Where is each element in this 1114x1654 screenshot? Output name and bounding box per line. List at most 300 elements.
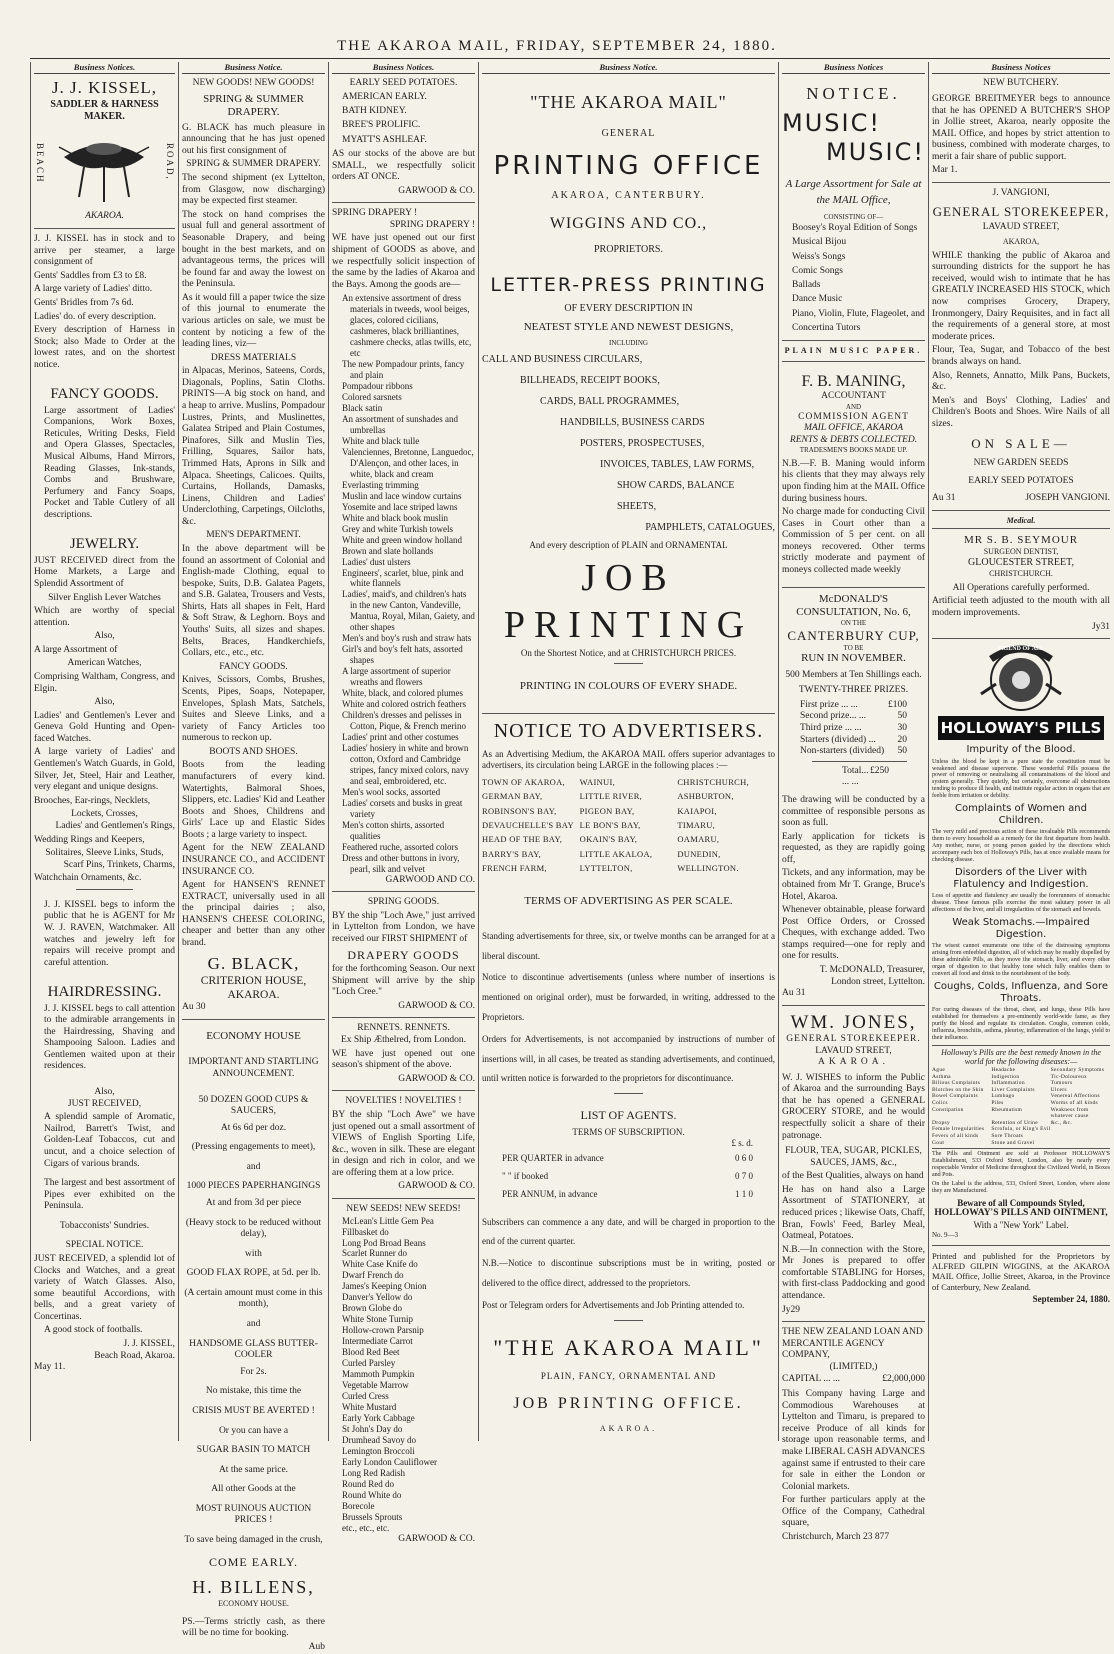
label-paragraph: On the Label is the address, 533, Oxford Street, London, where alone they are Manufactured. bbox=[932, 1180, 1110, 1194]
limited-label: (LIMITED,) bbox=[829, 1361, 878, 1372]
complaints-paragraph: The very mild and precious action of these invaluable Pills recommends them to every household as a remedy for the first departure from health. Any mother, nurse, or young person guided by the directions which accompany each box of Holloway's Pills, has at once available means for checking disease. bbox=[932, 829, 1110, 863]
mens-heading: MEN'S DEPARTMENT. bbox=[206, 530, 301, 541]
goods-list-item: White, black, and colored plumes bbox=[342, 688, 463, 699]
place-cell: LITTLE RIVER, bbox=[579, 791, 643, 802]
jewelry-paragraph: Watchchain Ornaments, &c. bbox=[34, 873, 142, 884]
billens-name: H. BILLENS, bbox=[192, 1577, 315, 1598]
impurity-paragraph: Unless the blood be kept in a pure state the constitution must be weakened and disease supervene. These wonderful Pills possess the power of removing or neutralising all contaminations of the blood and system generally. They quietly, but certainly, overcome all obstructions tending to produce ill health, and institute regular action in organs that are feeble from irritation or debility. bbox=[932, 758, 1110, 800]
fancy-goods-body: Large assortment of Ladies' Companions, Work Boxes, Reticules, Writing Desks, Field and Opera Glasses, Spectacles, Musical Albums, Hand Mirrors, Reading Glasses, Ink-stands, Combs and Brushware, Perfumery and Fancy Soaps, Pocket and Table Cutlery of all descriptions. bbox=[44, 405, 175, 520]
early-paragraph: Early application for tickets is requested, as they are rapidly going off, bbox=[782, 831, 925, 865]
holloway-ointment: HOLLOWAY'S PILLS AND OINTMENT, bbox=[934, 1208, 1108, 1219]
heavy-line: (Heavy stock to be reduced without delay), bbox=[185, 1217, 322, 1240]
potato-list bbox=[332, 90, 475, 147]
goods-list-item: Men's wool socks, assorted bbox=[342, 786, 441, 797]
music-list-item: Weiss's Songs bbox=[792, 251, 846, 262]
seed-list-item: St John's Day do bbox=[342, 1423, 403, 1434]
job-printing-title: JOB PRINTING bbox=[503, 557, 754, 646]
agent-paragraph: J. J. KISSEL begs to inform the public that he is AGENT for Mr W. J. RAVEN, Watchmaker. All watches and jewelry left for repairs will receive prompt and careful attention. bbox=[44, 899, 175, 968]
discontinue-paragraph: Notice to discontinue advertisements (unless where number of insertions is mentioned on original order), must be forwarded, in writing, addressed to the Proprietors. bbox=[482, 972, 775, 1022]
disease-cell: Female Irregularities bbox=[932, 1126, 985, 1133]
flour-line: FLOUR, TEA, SUGAR, PICKLES, SAUCES, JAMS, &c., bbox=[785, 1146, 922, 1168]
prize-total-row bbox=[812, 761, 907, 789]
column-divider bbox=[178, 62, 179, 1441]
goods-list-item: Ladies' hosiery in white and brown cotton, Oxford and Cambridge stripes, fancy mixed colors, navy and seal, embroidered, etc. bbox=[342, 743, 469, 786]
divider bbox=[932, 1245, 1110, 1246]
seed-list-item: White Case Knife do bbox=[342, 1259, 418, 1270]
stabling-paragraph: N.B.—In connection with the Store, Mr Jones is prepared to offer comfortable STABLING for Horses, with first-class Paddocking and good attendance. bbox=[782, 1244, 925, 1302]
and-line: and bbox=[246, 1161, 261, 1172]
general-storekeeper: GENERAL STOREKEEPER. bbox=[786, 1033, 921, 1044]
goods-list-item: Yosemite and lace striped lawns bbox=[342, 501, 458, 512]
economy-house-title: ECONOMY HOUSE bbox=[206, 1029, 301, 1042]
jewelry-paragraph: Lockets, Crosses, bbox=[71, 809, 138, 820]
column-divider bbox=[928, 62, 929, 1441]
jewelry-paragraph: Ladies' and Gentlemen's Lever and Geneva Gold Hunting and Open-faced Watches. bbox=[34, 710, 175, 744]
column-header: Business Notices bbox=[932, 62, 1110, 74]
goods-list-item: White and black book muslin bbox=[342, 512, 448, 523]
divider bbox=[482, 713, 775, 714]
spring-paragraph: WE have just opened out our first shipment of GOODS as above, and we respectfully solicit inspection of the same by the ladies of Akaroa and the Bays. Among the goods are— bbox=[332, 233, 475, 290]
divider bbox=[332, 1090, 475, 1091]
lsd-header: £ s. d. bbox=[731, 1137, 753, 1148]
jewelry-paragraph: Wedding Rings and Keepers, bbox=[34, 834, 145, 845]
crisis-line: CRISIS MUST BE AVERTED ! bbox=[192, 1405, 315, 1416]
also-label: Also, bbox=[94, 631, 115, 642]
place-cell: LITTLE AKALOA, bbox=[579, 848, 653, 859]
seed-list-item: Drumhead Savoy do bbox=[342, 1434, 416, 1445]
every-desc-line: And every description of PLAIN and ORNAMENTAL bbox=[529, 540, 728, 551]
early-potatoes: EARLY SEED POTATOES bbox=[968, 475, 1074, 486]
seed-list-item: Hollow-crown Parsnip bbox=[342, 1325, 424, 1336]
cups-line: 50 DOZEN GOOD CUPS & SAUCERS, bbox=[198, 1094, 309, 1117]
music-title: MUSIC! bbox=[782, 109, 881, 138]
divider bbox=[614, 1093, 643, 1094]
spring-drapery-heading: SPRING & SUMMER DRAPERY. bbox=[203, 92, 304, 119]
date-line: Au 31 bbox=[782, 988, 806, 999]
hairdressing-title: HAIRDRESSING. bbox=[47, 984, 162, 1001]
divider bbox=[932, 528, 1110, 529]
place-cell: DEVAUCHELLE'S BAY bbox=[482, 819, 574, 830]
black-paragraph: Boots from the leading manufacturers of every kind. Watertights, Balmoral Shoes, Slippers, etc. Ladies' Kid and Leather Boots and Shoes, Childrens and Girls' Lace up and Elastic Sides Boots ; a large variety to inspect. bbox=[182, 760, 325, 840]
ex-ship: Ex Ship Æthelred, from London. bbox=[340, 1035, 467, 1046]
vangioni-name: J. VANGIONI, bbox=[992, 187, 1050, 198]
goods-list-item: Dress and other buttons in ivory, pearl, silk and velvet bbox=[342, 852, 460, 874]
jewelry-paragraph: Scarf Pins, Trinkets, Charms, bbox=[63, 859, 175, 870]
disease-cell: &c., &c. bbox=[1050, 1119, 1072, 1126]
signature: J. J. KISSEL, bbox=[123, 1339, 175, 1350]
disease-cell: Ague bbox=[932, 1067, 946, 1074]
garden-seeds: NEW GARDEN SEEDS bbox=[973, 458, 1069, 469]
black-paragraph: The stock on hand comprises the usual full and general assortment of Seasonable Drapery, and being bought in the best markets, and on advantageous terms, the prices will be found far and away the lowest on the Peninsula. bbox=[182, 209, 325, 290]
tradesmen-books: TRADESMEN'S BOOKS MADE UP. bbox=[799, 446, 908, 455]
paper-price: At and from 3d per piece bbox=[205, 1198, 302, 1209]
spring-goods-heading: SPRING GOODS. bbox=[367, 897, 440, 908]
potato-paragraph: AS our stocks of the above are but SMALL, we respectfully solicit orders AT ONCE. bbox=[332, 148, 475, 183]
printing-item: HANDBILLS, BUSINESS CARDS bbox=[560, 417, 705, 429]
akaroa-label: AKAROA, bbox=[1002, 237, 1040, 246]
prize-label: Third prize ... ... bbox=[800, 723, 862, 734]
music-list bbox=[782, 221, 925, 335]
subscription-value: 0 6 0 bbox=[735, 1152, 753, 1163]
whenever-paragraph: Whenever obtainable, please forward Post Office Orders, or Crossed Cheques, with exchange added. Two stamps required—one for reply and one for results. bbox=[782, 905, 925, 962]
accountant-label: ACCOUNTANT bbox=[821, 391, 886, 402]
new-goods-heading: NEW GOODS! NEW GOODS! bbox=[192, 78, 315, 89]
disease-cell: Inflammation bbox=[991, 1080, 1025, 1087]
ship-paragraph: BY the ship "Loch Awe," just arrived in Lyttelton from London, we have received our FIRST SHIPMENT of bbox=[332, 910, 475, 944]
disorders-paragraph: Loss of appetite and flatulency are usually the forerunners of stomachic disease. These famous pills exercise the most salutary power in all affections of the liver, and all irregularities of the stomach and bowels. bbox=[932, 893, 1110, 913]
rents-debts: RENTS & DEBTS COLLECTED. bbox=[789, 434, 918, 445]
plain-fancy-line: PLAIN, FANCY, ORNAMENTAL AND bbox=[540, 1371, 717, 1382]
akaroa-footer: AKAROA. bbox=[599, 1423, 658, 1433]
goods-list-item: An extensive assortment of dress materials in tweeds, wool beiges, glaces, colored cicilians, cashmeres, black brilliantines, cashmere checks, atlas twills, etc, etc bbox=[342, 293, 472, 359]
printing-item: CALL AND BUSINESS CIRCULARS, bbox=[482, 354, 643, 366]
black-paragraph: As it would fill a paper twice the size of this journal to enumerate the various articles on sale, we must be content by noticing a few of the leading lines, viz— bbox=[182, 292, 325, 350]
divider bbox=[932, 510, 1110, 511]
place-cell: ROBINSON'S BAY, bbox=[482, 805, 557, 816]
prize-label: First prize ... ... bbox=[800, 699, 858, 710]
place-cell: ASHBURTON, bbox=[677, 791, 734, 802]
column-header: Business Notices. bbox=[332, 62, 475, 74]
seed-list-item: Blood Red Beet bbox=[342, 1347, 400, 1358]
footballs-line: A good stock of footballs. bbox=[44, 1325, 143, 1336]
seymour-name: MR S. B. SEYMOUR bbox=[963, 533, 1079, 546]
place-cell: GERMAN BAY, bbox=[482, 791, 543, 802]
garwood-sign: GARWOOD & CO. bbox=[398, 185, 475, 196]
treasurer-sign: T. McDONALD, Treasurer, bbox=[819, 965, 925, 976]
seed-list-item: Round Red do bbox=[342, 1478, 395, 1489]
printing-items bbox=[482, 349, 775, 538]
maning-charges: No charge made for conducting Civil Cases in Court other than a Commission of 5 per cent. on all moneys recovered. Other terms strictly moderate and payment of moneys collected made weekly bbox=[782, 507, 925, 575]
goods-list-item: Engineers', scarlet, blue, pink and white flannels bbox=[342, 567, 464, 589]
jewelry-paragraph: Silver English Lever Watches bbox=[48, 592, 161, 603]
printed-paragraph: Printed and published for the Proprietors by ALFRED GILPIN WIGGINS, at the AKAROA MAIL Office, Jollie Street, Akaroa, in the Province of Canterbury, New Zealand. bbox=[932, 1250, 1110, 1292]
subscription-value: 0 7 0 bbox=[735, 1170, 753, 1181]
divider bbox=[614, 663, 643, 664]
column-header: Business Notices bbox=[782, 62, 925, 74]
disease-cell: Tic-Doloureux bbox=[1050, 1073, 1088, 1080]
boots-heading: BOOTS AND SHOES. bbox=[209, 746, 298, 757]
music-list-item: Boosey's Royal Edition of Songs bbox=[792, 223, 918, 234]
place-cell: KAIAPOI, bbox=[677, 805, 717, 816]
plain-music-paper: PLAIN MUSIC PAPER. bbox=[784, 346, 923, 356]
places-table bbox=[482, 777, 775, 874]
road-label: ROAD, bbox=[165, 143, 175, 182]
prize-row bbox=[800, 711, 907, 723]
music-list-item: Ballads bbox=[792, 280, 821, 291]
garwood-sign: GARWOOD & CO. bbox=[398, 1181, 475, 1192]
disease-cell bbox=[1051, 1140, 1110, 1147]
place-cell: OAMARU, bbox=[677, 834, 720, 845]
prize-row bbox=[800, 746, 907, 758]
medical-header: Medical. bbox=[1006, 516, 1036, 526]
printing-item: PAMPHLETS, CATALOGUES, bbox=[645, 522, 775, 534]
prize-total-label: Total... ... ... bbox=[842, 765, 869, 788]
coughs-heading: Coughs, Colds, Influenza, and Sore Throats. bbox=[933, 980, 1109, 1004]
disease-cell: Headache bbox=[991, 1067, 1016, 1074]
wiggins-name: WIGGINS AND CO., bbox=[549, 215, 708, 233]
remedy-heading: Holloway's Pills are the best remedy known in the world for the following diseases:— bbox=[932, 1045, 1110, 1068]
divider bbox=[182, 1019, 325, 1020]
black-paragraph: Agent for HANSEN'S RENNET EXTRACT, universally used in all the principal dairies ; also, HANSEN'S CHEESE COLORING, cheaper and better than any other brand. bbox=[182, 880, 325, 949]
seed-list-item: Early York Cabbage bbox=[342, 1413, 415, 1423]
maning-name: F. B. MANING, bbox=[801, 372, 906, 390]
goods-list-item: Brown and slate hollands bbox=[342, 545, 434, 556]
disease-cell: Constipation bbox=[932, 1106, 964, 1113]
potato-item: BATH KIDNEY. bbox=[342, 106, 407, 117]
seed-list-item: Lemington Broccoli bbox=[342, 1445, 415, 1456]
prize-table bbox=[782, 700, 925, 758]
fancy-goods-title: FANCY GOODS. bbox=[50, 386, 159, 403]
novelties-paragraph: BY the ship "Loch Awe" we have just opened out a small assortment of VIEWS of English Sporting Life, &c., woven in silk. These are elegant in design and rich in color, and we are offering them at a low price. bbox=[332, 1109, 475, 1178]
garwood-sign: GARWOOD & CO. bbox=[398, 1000, 475, 1011]
or-line: Or you can have a bbox=[218, 1425, 289, 1436]
seed-list-item: James's Keeping Onion bbox=[342, 1281, 427, 1292]
special-notice-paragraph: JUST RECEIVED, a splendid lot of Clocks and Watches, and a great variety of Watch Glasses. Also, some beautiful Accordions, with bells, and a great variety of Concertinas. bbox=[34, 1253, 175, 1322]
place-cell: DUNEDIN, bbox=[677, 848, 721, 859]
date-line: Au 31 bbox=[932, 493, 956, 504]
post-paragraph: Post or Telegram orders for Advertisements and Job Printing attended to. bbox=[482, 1299, 745, 1310]
prize-value: 20 bbox=[897, 734, 907, 745]
column-4 bbox=[482, 62, 775, 1442]
goods-list-item: Pompadour ribbons bbox=[342, 381, 413, 392]
pipes-paragraph: The largest and best assortment of Pipes ever exhibited on the Peninsula. bbox=[44, 1178, 175, 1212]
further-paragraph: For further particulars apply at the Office of the Company, Cathedral square, bbox=[782, 1495, 925, 1529]
subscription-row bbox=[482, 1167, 775, 1185]
subscription-label: " " if booked bbox=[502, 1170, 549, 1181]
neatest-line: NEATEST STYLE AND NEWEST DESIGNS, bbox=[523, 321, 734, 334]
advertising-paragraph: As an Advertising Medium, the AKAROA MAIL offers superior advantages to advertisers, its circulation being LARGE in the following places :— bbox=[482, 748, 775, 770]
prize-value: £100 bbox=[888, 699, 907, 710]
printing-item: SHOW CARDS, BALANCE SHEETS, bbox=[617, 480, 735, 513]
disease-cell: Bilious Complaints bbox=[932, 1080, 981, 1087]
date-line: Christchurch, March 23 877 bbox=[782, 1532, 890, 1543]
goods-list-item: A large assortment of superior wreaths and flowers bbox=[342, 666, 451, 688]
nz-loan-title: THE NEW ZEALAND LOAN AND MERCANTILE AGENCY COMPANY, bbox=[782, 1327, 923, 1361]
goods-list-item: Men's cotton shirts, assorted qualities bbox=[342, 819, 445, 841]
announcement-heading: ANNOUNCEMENT. bbox=[212, 1068, 295, 1079]
number-line: No. 9—3 bbox=[932, 1231, 959, 1240]
prizes-title: TWENTY-THREE PRIZES. bbox=[798, 685, 909, 696]
disease-cell: Lumbago bbox=[991, 1093, 1015, 1100]
treasurer-address: London street, Lyttelton. bbox=[831, 976, 925, 987]
column-1 bbox=[34, 62, 175, 1442]
seed-list-item: Brussels Sprouts bbox=[342, 1511, 403, 1522]
spring-drapery-heading: SPRING DRAPERY ! bbox=[389, 219, 475, 230]
goods-list-item: White and black tulle bbox=[342, 435, 420, 446]
divider bbox=[932, 638, 1110, 639]
kissel-paragraph: A large variety of Ladies' ditto. bbox=[34, 284, 153, 295]
disease-cell: Piles bbox=[991, 1100, 1004, 1106]
divider bbox=[34, 228, 175, 229]
black-paragraph: Knives, Scissors, Combs, Brushes, Scents, Pipes, Soaps, Notepaper, Envelopes, Splash Mats, Satchels, Suites and Sleeve Links, and a variety of Fancy Articles too numerous to reckon up. bbox=[182, 675, 325, 744]
place-cell: LYTTELTON, bbox=[579, 862, 633, 873]
butchery-paragraph: GEORGE BREITMEYER begs to announce that he has OPENED A BUTCHER'S SHOP in Jollie street, Akaroa, nearly opposite the MAIL Office, and hopes by strict attention to business, combined with moderate charges, to merit a fair share of public support. bbox=[932, 93, 1110, 162]
kissel-paragraph: Ladies' do. of every description. bbox=[34, 311, 157, 322]
sold-paragraph: The Pills and Ointment are sold at Professor HOLLOWAY'S Establishment, 533 Oxford Street, London, also by nearly every respectable Vendor of Medicine throughout the Civilized World, in Boxes and Pots. bbox=[932, 1151, 1110, 1178]
masthead-rule bbox=[30, 58, 1110, 59]
music-list-item: Dance Music bbox=[792, 294, 843, 305]
sundries-label: Tobacconists' Sundries. bbox=[59, 1220, 150, 1231]
sugar-line: SUGAR BASIN TO MATCH bbox=[196, 1445, 311, 1456]
letterpress-title: LETTER-PRESS PRINTING bbox=[490, 274, 767, 297]
seed-list-item: Dwarf French do bbox=[342, 1270, 404, 1281]
butter-line: HANDSOME GLASS BUTTER-COOLER bbox=[189, 1338, 318, 1361]
goods-list-item: Girl's and boy's felt hats, assorted shapes bbox=[342, 644, 463, 666]
economy-house-sub: ECONOMY HOUSE. bbox=[218, 1599, 289, 1609]
drawing-paragraph: The drawing will be conducted by a committee of responsible persons as soon as full. bbox=[782, 794, 925, 829]
also-label: Also, bbox=[94, 697, 115, 708]
disease-cell: Stone and Gravel bbox=[991, 1139, 1035, 1146]
printing-item: BILLHEADS, RECEIPT BOOKS, bbox=[520, 375, 660, 387]
seed-list-item: Vegetable Marrow bbox=[342, 1380, 409, 1391]
subscription-row bbox=[482, 1185, 775, 1203]
certain-line: (A certain amount must come in this month), bbox=[184, 1287, 323, 1310]
prize-row bbox=[800, 723, 907, 735]
standing-paragraph: Standing advertisements for three, six, or twelve months can be arranged for at a liberal discount. bbox=[482, 930, 775, 961]
large-assortment: A Large Assortment for Sale at the MAIL Office, bbox=[785, 177, 922, 207]
sale-sign-row bbox=[932, 493, 1110, 505]
disease-cell: Scrofula, or King's Evil bbox=[991, 1126, 1051, 1133]
printing-item: CARDS, BALL PROGRAMMES, bbox=[540, 396, 680, 408]
place-cell: OKAIN'S BAY, bbox=[579, 834, 638, 845]
black-paragraph: Agent for the NEW ZEALAND INSURANCE CO., and ACCIDENT INSURANCE CO. bbox=[182, 843, 325, 877]
column-divider bbox=[778, 62, 779, 1441]
kissel-paragraph: Gents' Saddles from £3 to £8. bbox=[34, 270, 147, 281]
vangioni-sign: JOSEPH VANGIONI. bbox=[1025, 493, 1110, 504]
place-cell: TOWN OF AKAROA, bbox=[482, 776, 565, 787]
divider bbox=[332, 1198, 475, 1199]
prize-label: Starters (divided) ... bbox=[800, 734, 876, 745]
jewelry-paragraph: Brooches, Ear-rings, Necklets, bbox=[34, 795, 151, 806]
place-cell: WELLINGTON. bbox=[677, 862, 739, 873]
seed-list-item: Round White do bbox=[342, 1489, 402, 1500]
goods-list-item: Muslin and lace window curtains bbox=[342, 490, 462, 501]
prize-row bbox=[800, 700, 907, 712]
jewelry-paragraph: American Watches, bbox=[67, 658, 142, 669]
black-paragraph: in Alpacas, Merinos, Sateens, Cords, Diagonals, Poplins, Satin Cloths. PRINTS—A big stock on hand, and a heap to arrive. Muslins, Pompadour Lustres, Prints, and Muslinettes, Galatea Striped and Plain Costumes, Pinafores, Silk and Muslin Ties, Frilling, Squares, Sailor hats, Trimmed Hats, Aprons in Silk and Alpaca. Sheetings, Calicoes. Quilts, Curtains, Hollands, Damasks, Linens, Children and Ladies' Underclothing, Carpetings, Oilcloths, &c. bbox=[182, 366, 325, 527]
weak-paragraph: The wisest cannot enumerate one tithe of the distressing symptoms arising from enfeebled digestion, all of which may be readily dispelled by these admirable Pills, as they move the stomach, liver, and every other organ of digestion to that healthy tone which fully enables them to convert all food and drink to the nourishment of the body. bbox=[932, 943, 1110, 977]
date-line: Au 30 bbox=[182, 1002, 206, 1013]
akaroa-mail-footer-title: "THE AKAROA MAIL" bbox=[493, 1334, 764, 1360]
place-cell: LE BON'S BAY, bbox=[579, 819, 641, 830]
holloway-seal bbox=[932, 644, 1110, 714]
disease-cell: Tumours bbox=[1050, 1080, 1073, 1087]
disease-cell: Colics bbox=[932, 1100, 948, 1106]
drapery-goods: DRAPERY GOODS bbox=[347, 947, 460, 962]
column-5 bbox=[782, 62, 925, 1543]
disease-cell: Venereal Affections bbox=[1050, 1093, 1100, 1100]
column-3 bbox=[332, 62, 475, 1544]
special-notice-title: SPECIAL NOTICE. bbox=[65, 1240, 144, 1251]
music-list-item: Comic Songs bbox=[792, 265, 843, 276]
goods-list-item: Men's and boy's rush and straw hats bbox=[342, 633, 472, 644]
prize-value: 30 bbox=[897, 723, 907, 734]
seed-list bbox=[332, 1216, 475, 1534]
subscription-label: PER ANNUM, in advance bbox=[502, 1188, 598, 1199]
nb-paragraph: N.B.—Notice to discontinue subscriptions must be in writing, posted or delivered to the office direct, addressed to the proprietors. bbox=[482, 1258, 775, 1289]
masthead: THE AKAROA MAIL, FRIDAY, SEPTEMBER 24, 1880. bbox=[337, 38, 777, 54]
beware-line: Beware of all Compounds Styled, bbox=[957, 1197, 1085, 1208]
novelties-heading: NOVELTIES ! NOVELTIES ! bbox=[345, 1096, 462, 1107]
flax-line: GOOD FLAX ROPE, at 5d. per lb. bbox=[186, 1268, 321, 1279]
spring-drapery-heading: SPRING DRAPERY ! bbox=[332, 208, 418, 219]
maning-nb: N.B.—F. B. Maning would inform his clients that they may always rely upon finding him at the MAIL Office during business hours. bbox=[782, 458, 925, 504]
potato-item: AMERICAN EARLY. bbox=[342, 91, 427, 102]
and-line: and bbox=[246, 1319, 261, 1330]
goods-list-item: Children's dresses and pelisses in Cotton, Pique, & French merino bbox=[342, 710, 466, 732]
place-cell: CHRISTCHURCH, bbox=[677, 776, 750, 787]
seed-list-item: Danver's Yellow do bbox=[342, 1292, 413, 1303]
capital-value: £2,000,000 bbox=[882, 1373, 925, 1384]
seeds-heading: NEW SEEDS! NEW SEEDS! bbox=[346, 1203, 461, 1214]
goods-list-item: An assortment of sunshades and umbrellas bbox=[342, 413, 458, 435]
place-cell: FRENCH FARM, bbox=[482, 862, 547, 873]
notice-title: NOTICE. bbox=[806, 84, 901, 104]
cups-price: At 6s 6d per doz. bbox=[220, 1122, 287, 1133]
place-cell: BARRY'S BAY, bbox=[482, 848, 541, 859]
ps-line: PS.—Terms strictly cash, as there will be no time for booking. bbox=[182, 1616, 325, 1639]
prize-total-value: £250 bbox=[870, 765, 889, 776]
canterbury-cup: CANTERBURY CUP, bbox=[787, 627, 920, 643]
garwood-sign: GARWOOD & CO. bbox=[398, 1533, 475, 1544]
kissel-paragraph: Gents' Bridles from 7s 6d. bbox=[34, 297, 134, 308]
come-early: COME EARLY. bbox=[209, 1554, 298, 1569]
other-line: All other Goods at the bbox=[211, 1484, 296, 1495]
black-paragraph: G. BLACK has much pleasure in announcing that he has just opened out his first consignment of bbox=[182, 122, 325, 156]
general-label: GENERAL bbox=[601, 128, 656, 140]
including-label: INCLUDING bbox=[609, 338, 648, 347]
seed-list-item: Early London Cauliflower bbox=[342, 1456, 437, 1467]
prize-label: Second prize... ... bbox=[800, 711, 866, 722]
disease-cell: Fevers of all kinds bbox=[932, 1132, 979, 1139]
g-black-name: G. BLACK, bbox=[207, 953, 300, 973]
to-be-label: TO BE bbox=[843, 643, 864, 652]
disease-cell: Worms of all kinds bbox=[1050, 1100, 1098, 1106]
lavaud-street: LAVAUD STREET, bbox=[815, 1045, 892, 1056]
and-label: AND bbox=[845, 403, 862, 411]
akaroa-label: AKAROA. bbox=[817, 1057, 889, 1068]
column-header: Business Notice. bbox=[482, 62, 775, 74]
music-title: MUSIC! bbox=[826, 138, 925, 167]
members-line: 500 Members at Ten Shillings each. bbox=[785, 669, 922, 680]
terms-advertising: TERMS OF ADVERTISING AS PER SCALE. bbox=[524, 895, 733, 908]
seed-list-item: Curled Parsley bbox=[342, 1358, 396, 1369]
paper-line: 1000 PIECES PAPERHANGINGS bbox=[186, 1181, 321, 1192]
seed-list-item: etc., etc., etc. bbox=[342, 1522, 390, 1533]
kissel-paragraph: J. J. KISSEL has in stock and to arrive per steamer, a large consignment of bbox=[34, 234, 175, 268]
notice-advertisers-title: NOTICE TO ADVERTISERS. bbox=[493, 720, 764, 743]
printing-office-title: PRINTING OFFICE bbox=[493, 150, 764, 181]
lavaud-street: LAVAUD STREET, bbox=[982, 222, 1060, 233]
ruinous-line: MOST RUINOUS AUCTION PRICES ! bbox=[195, 1503, 312, 1526]
divider bbox=[76, 889, 132, 890]
goods-list-item: Ladies' dust ulsters bbox=[342, 556, 411, 567]
column-6 bbox=[932, 62, 1110, 1442]
kissel-subtitle: SADDLER & HARNESS MAKER. bbox=[50, 99, 159, 123]
weak-heading: Weak Stomachs.—Impaired Digestion. bbox=[952, 916, 1090, 941]
divider bbox=[332, 202, 475, 203]
saddle-icon bbox=[54, 127, 154, 207]
same-line: At the same price. bbox=[218, 1464, 289, 1475]
on-sale-title: ON SALE— bbox=[971, 436, 1071, 452]
goods-list-item: Ladies', maid's, and children's hats in the new Canton, Vandeville, Mantua, Royal, Milan, Gaiety, and other shapes bbox=[342, 589, 475, 633]
rennets-heading: RENNETS. RENNETS. bbox=[357, 1023, 450, 1034]
divider bbox=[614, 1320, 643, 1321]
prize-value: 50 bbox=[897, 746, 907, 757]
complaints-heading: Complaints of Women and Children. bbox=[955, 803, 1087, 827]
goods-list-item: Feathered ruche, assorted colors bbox=[342, 841, 458, 852]
jewelry-paragraph: A large Assortment of bbox=[34, 644, 118, 655]
